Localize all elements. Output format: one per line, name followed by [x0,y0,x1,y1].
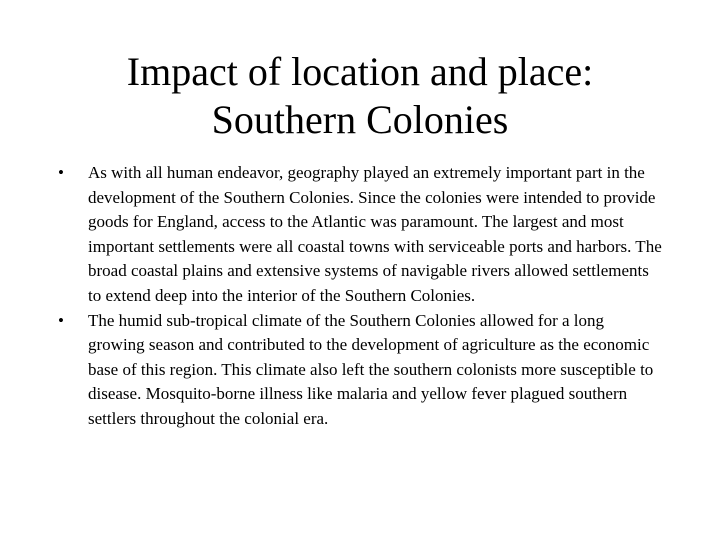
slide-title-line-2: Southern Colonies [211,97,509,142]
bullet-item-climate: • The humid sub-tropical climate of the Southern Colonies allowed for a long growing season and contributed to the development of agriculture as the economic base of this region. This climate also left the southern colonists more susceptible to disease. Mosquito-borne illness like malaria and yellow fever plagued southern settlers throughout the colonial era. [58,309,664,432]
bullet-list [58,161,664,432]
slide-title-line-1: Impact of location and place: [126,49,594,94]
bullet-item-geography: • As with all human endeavor, geography played an extremely important part in the development of the Southern Colonies. Since the colonies were intended to provide goods for England, access to the Atlantic was paramount. The largest and most important settlements were all coastal towns with serviceable ports and harbors. The broad coastal plains and extensive systems of navigable rivers allowed settlements to extend deep into the interior of the Southern Colonies. [58,161,664,309]
slide-title [40,48,680,144]
